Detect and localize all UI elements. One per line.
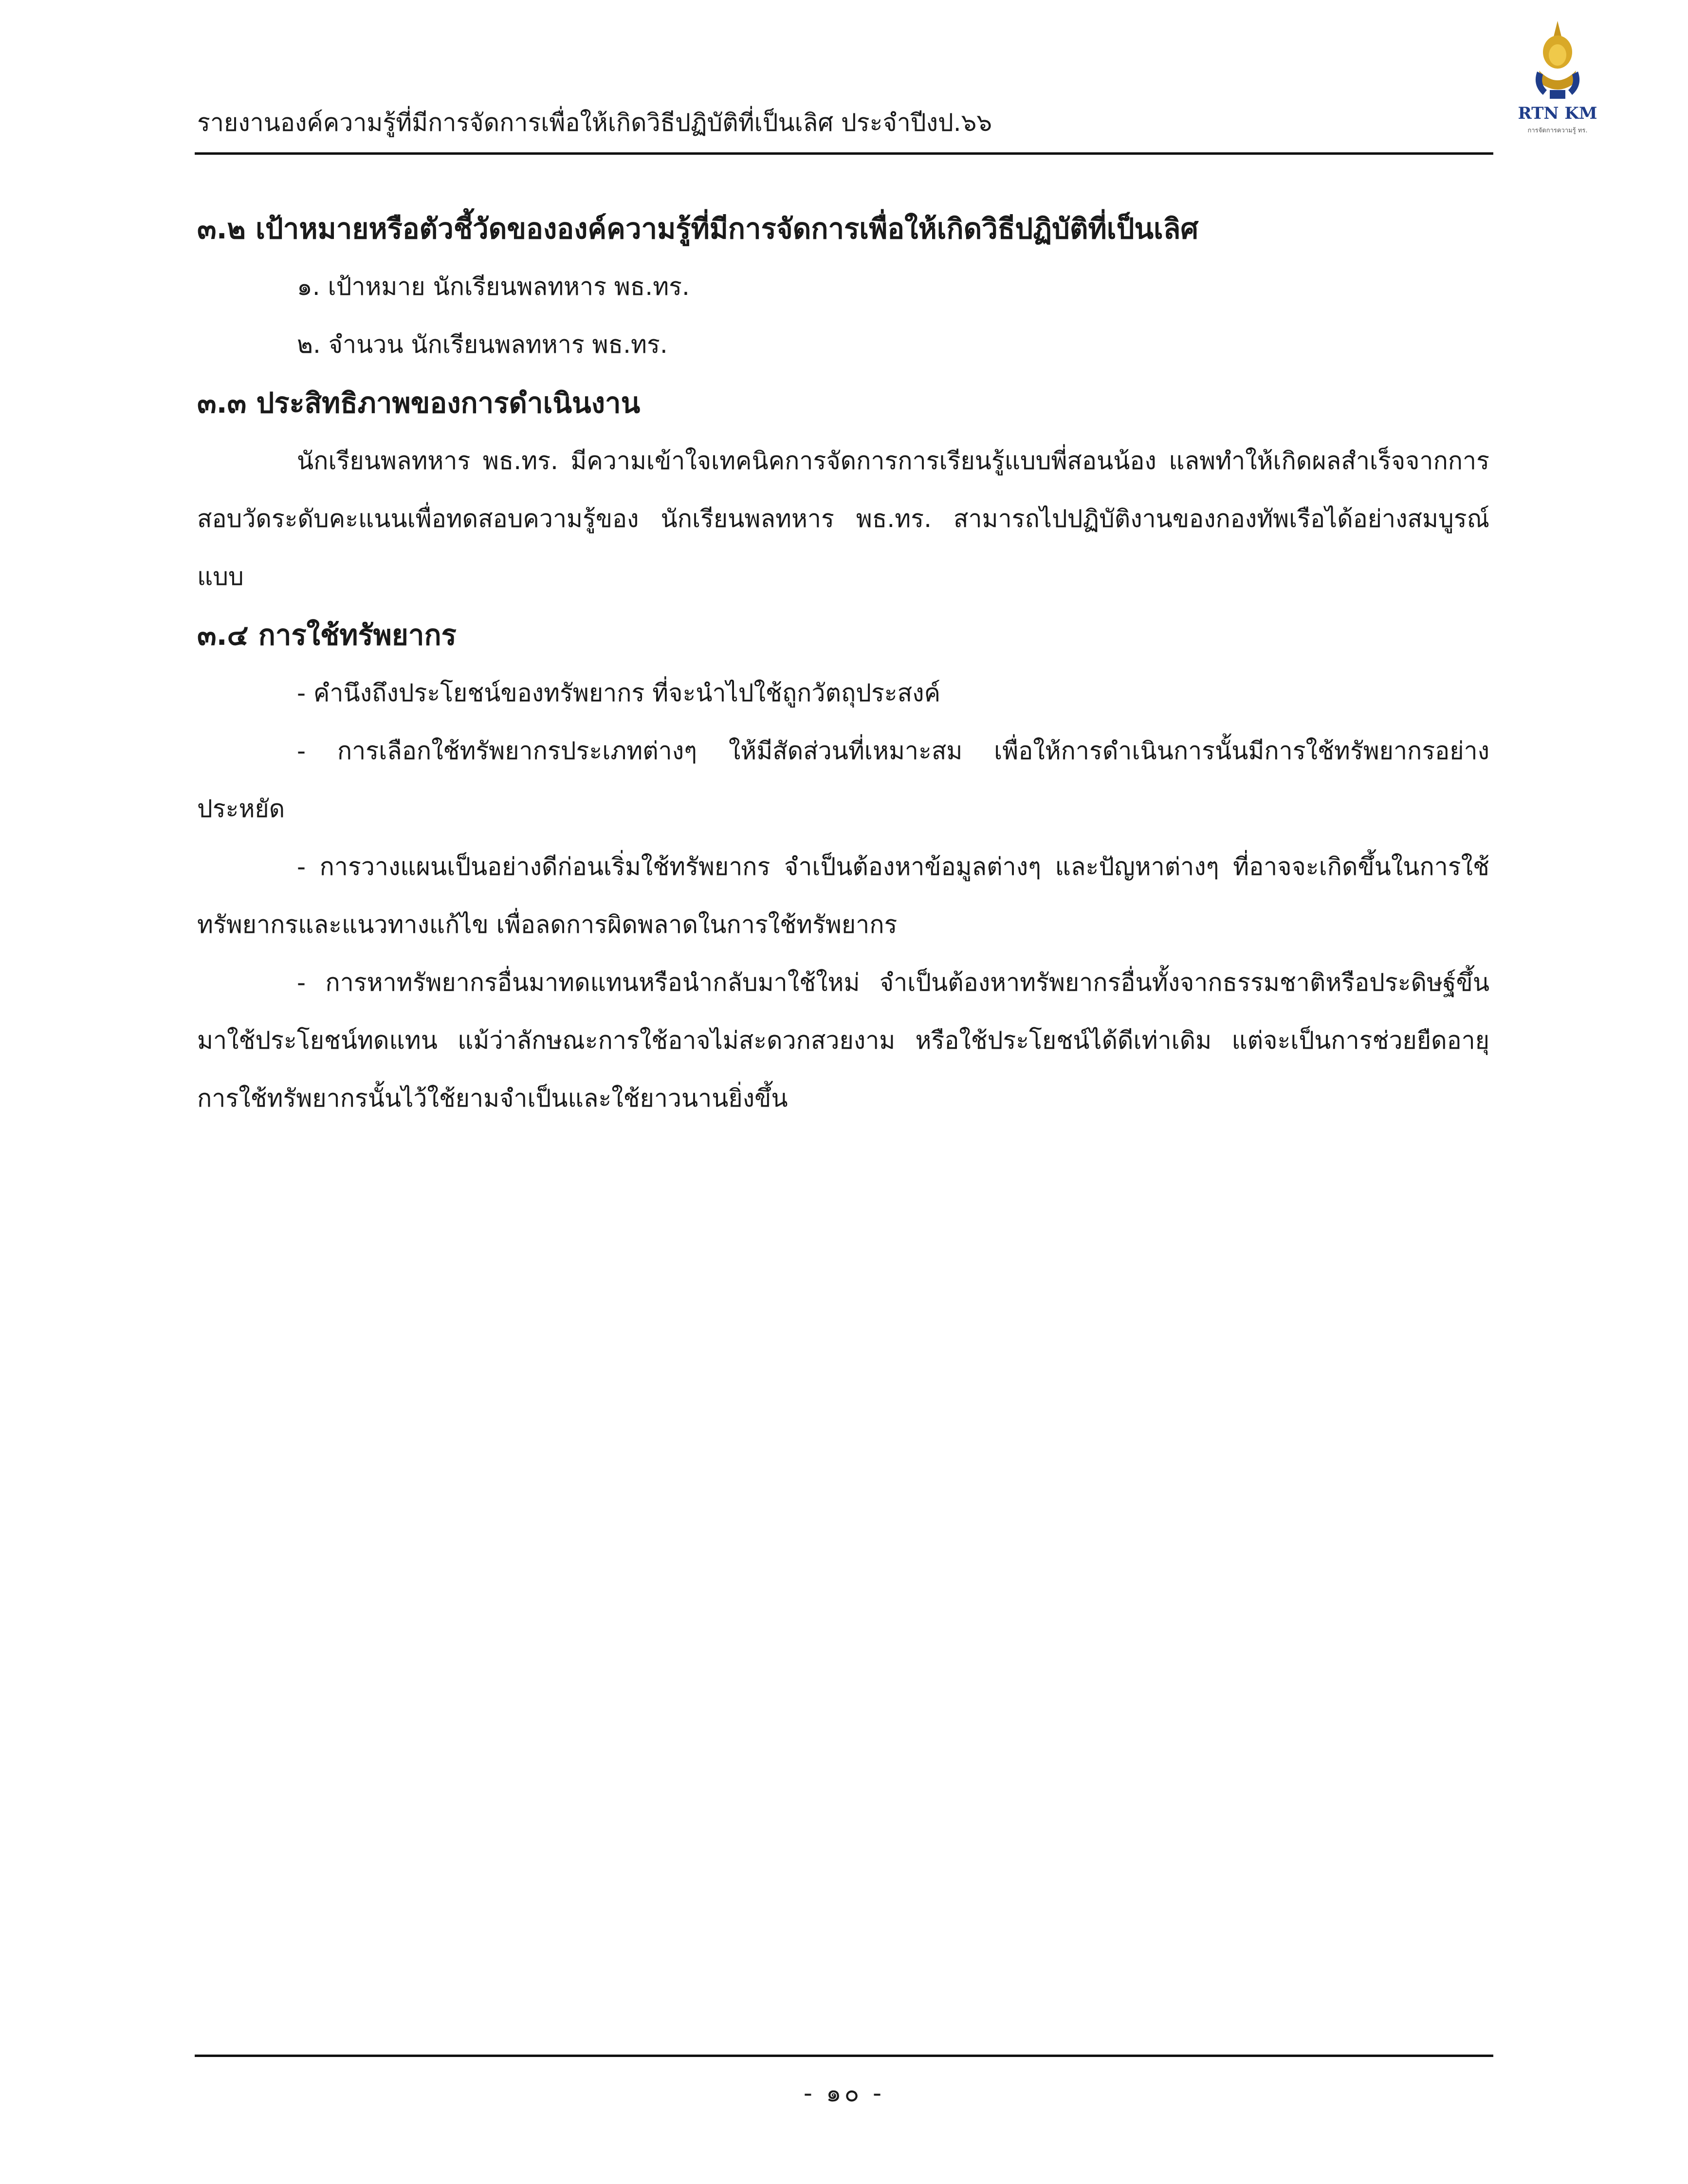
running-header: รายงานองค์ความรู้ที่มีการจัดการเพื่อให้เกิดวิธีปฏิบัติที่เป็นเลิศ ประจำปีงป.๖๖ [197, 109, 992, 137]
section-3-4 [197, 606, 1489, 1128]
list-item: - การเลือกใช้ทรัพยากรประเภทต่างๆ ให้มีสัดส่วนที่เหมาะสม เพื่อให้การดำเนินการนั้นมีการใช้ทรัพยากรอย่างประหยัด [197, 737, 1489, 823]
list-item: ๒. จำนวน นักเรียนพลทหาร พธ.ทร. [297, 330, 668, 359]
list-item: - การหาทรัพยากรอื่นมาทดแทนหรือนำกลับมาใช้ใหม่ จำเป็นต้องหาทรัพยากรอื่นทั้งจากธรรมชาติหรือประดิษฐ์ขึ้นมาใช้ประโยชน์ทดแทน แม้ว่าลักษณะการใช้อาจไม่สะดวกสวยงาม หรือใช้ประโยชน์ได้ดีเท่าเดิม แต่จะเป็นการช่วยยืดอายุการใช้ทรัพยากรนั้นไว้ใช้ยามจำเป็นและใช้ยาวนานยิ่งขึ้น [197, 968, 1489, 1112]
logo-subtext: การจัดการความรู้ ทร. [1527, 127, 1588, 134]
section-heading: ๓.๓ ประสิทธิภาพของการดำเนินงาน [197, 386, 641, 419]
logo-text: RTN KM [1518, 104, 1597, 123]
section-3-3 [197, 374, 1489, 606]
section-3-2 [197, 200, 1489, 374]
list-item: - การวางแผนเป็นอย่างดีก่อนเริ่มใช้ทรัพยากร จำเป็นต้องหาข้อมูลต่างๆ และปัญหาต่างๆ ที่อาจจะเกิดขึ้นในการใช้ทรัพยากรและแนวทางแก้ไข เพื่อลดการผิดพลาดในการใช้ทรัพยากร [197, 853, 1489, 939]
rtn-km-logo [1509, 17, 1606, 144]
list-item: ๑. เป้าหมาย นักเรียนพลทหาร พธ.ทร. [297, 273, 690, 301]
footer-divider [195, 2055, 1493, 2057]
section-heading: ๓.๔ การใช้ทรัพยากร [197, 619, 457, 652]
page-content [197, 200, 1489, 1128]
section-heading: ๓.๒ เป้าหมายหรือตัวชี้วัดขององค์ความรู้ที่มีการจัดการเพื่อให้เกิดวิธีปฏิบัติที่เป็นเลิศ [197, 212, 1199, 245]
header-divider [195, 152, 1493, 155]
list-item: - คำนึงถึงประโยชน์ของทรัพยากร ที่จะนำไปใช้ถูกวัตถุประสงค์ [297, 679, 941, 707]
page-number: - ๑๐ - [803, 2079, 885, 2107]
naval-emblem-icon [1509, 17, 1606, 105]
paragraph: นักเรียนพลทหาร พธ.ทร. มีความเข้าใจเทคนิคการจัดการการเรียนรู้แบบพี่สอนน้อง แลพทำให้เกิดผลสำเร็จจากการสอบวัดระดับคะแนนเพื่อทดสอบความรู้ของ นักเรียนพลทหาร พธ.ทร. สามารถไปปฏิบัติงานของกองทัพเรือได้อย่างสมบูรณ์แบบ [197, 447, 1489, 591]
